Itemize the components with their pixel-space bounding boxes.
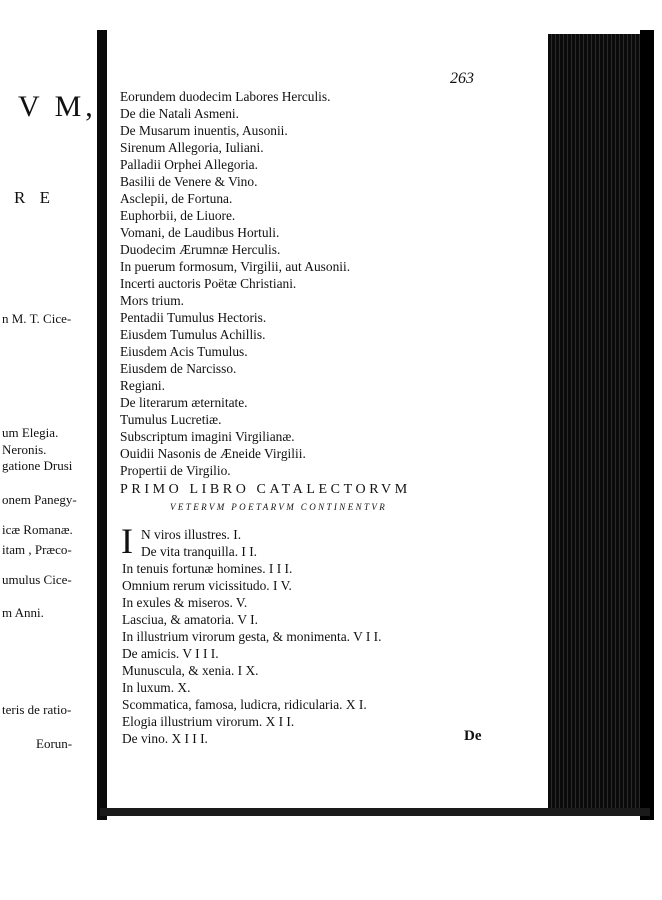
- contents-item: De vino. X I I I.: [122, 731, 208, 746]
- list-item: Ouidii Nasonis de Æneide Virgilii.: [120, 446, 306, 461]
- list-item: Vomani, de Laudibus Hortuli.: [120, 225, 280, 240]
- catchword: De: [464, 728, 482, 744]
- list-item: Pentadii Tumulus Hectoris.: [120, 310, 267, 325]
- left-page-catchword: Eorun-: [36, 736, 73, 751]
- page-shadow: [100, 808, 650, 816]
- book-spine: [97, 30, 107, 820]
- list-item: De die Natali Asmeni.: [120, 106, 239, 121]
- section-heading: PRIMO LIBRO CATALECTORVM: [120, 482, 411, 497]
- left-page-line: onem Panegy-: [2, 492, 77, 507]
- list-item: Eorundem duodecim Labores Herculis.: [120, 89, 331, 104]
- contents-item: In tenuis fortunæ homines. I I I.: [122, 561, 293, 576]
- left-page-line: Neronis.: [2, 442, 47, 457]
- list-item: Subscriptum imagini Virgilianæ.: [120, 429, 295, 444]
- contents-item: Elogia illustrium virorum. X I I.: [122, 714, 295, 729]
- list-item: Eiusdem Tumulus Achillis.: [120, 327, 266, 342]
- list-item: Incerti auctoris Poëtæ Christiani.: [120, 276, 297, 291]
- contents-item: Scommatica, famosa, ludicra, ridicularia. X I.: [122, 697, 367, 712]
- contents-item: Munuscula, & xenia. I X.: [122, 663, 259, 678]
- left-page-line: gatione Drusi: [2, 458, 73, 473]
- left-page-line: icæ Romanæ.: [2, 522, 73, 537]
- list-item: Duodecim Ærumnæ Herculis.: [120, 242, 281, 257]
- book-cover-edge: [640, 30, 654, 820]
- list-item: Mors trium.: [120, 293, 184, 308]
- left-page-line: um Elegia.: [2, 425, 59, 440]
- contents-item: Lasciua, & amatoria. V I.: [122, 612, 258, 627]
- left-page-line: V M,: [18, 90, 97, 123]
- list-item: Asclepii, de Fortuna.: [120, 191, 233, 206]
- list-item: Propertii de Virgilio.: [120, 463, 231, 478]
- list-item: Basilii de Venere & Vino.: [120, 174, 258, 189]
- contents-item: In luxum. X.: [122, 680, 191, 695]
- left-page-line: R E: [14, 188, 55, 207]
- left-page-line: itam , Præco-: [2, 542, 72, 557]
- list-item: De Musarum inuentis, Ausonii.: [120, 123, 288, 138]
- list-item: Sirenum Allegoria, Iuliani.: [120, 140, 264, 155]
- left-page-line: n M. T. Cice-: [2, 311, 72, 326]
- contents-item: In illustrium virorum gesta, & monimenta. V I I.: [122, 629, 382, 644]
- list-item: Palladii Orphei Allegoria.: [120, 157, 258, 172]
- drop-cap: I: [121, 521, 133, 561]
- left-page-line: teris de ratio-: [2, 702, 72, 717]
- fore-edge: [548, 34, 646, 814]
- contents-item: De vita tranquilla. I I.: [141, 544, 258, 559]
- left-page-line: umulus Cice-: [2, 572, 72, 587]
- contents-item: De amicis. V I I I.: [122, 646, 219, 661]
- list-item: Tumulus Lucretiæ.: [120, 412, 222, 427]
- left-page: [0, 40, 100, 820]
- contents-item: N viros illustres. I.: [141, 527, 242, 542]
- list-item: In puerum formosum, Virgilii, aut Ausonii.: [120, 259, 351, 274]
- list-item: Eiusdem Acis Tumulus.: [120, 344, 248, 359]
- contents-item: Omnium rerum vicissitudo. I V.: [122, 578, 292, 593]
- page-number: 263: [450, 70, 474, 87]
- list-item: De literarum æternitate.: [120, 395, 248, 410]
- section-subheading: VETERVM POETARVM CONTINENTVR: [170, 502, 388, 512]
- right-page: [108, 36, 548, 814]
- list-item: Euphorbii, de Liuore.: [120, 208, 236, 223]
- list-item: Regiani.: [120, 378, 165, 393]
- contents-item: In exules & miseros. V.: [122, 595, 248, 610]
- left-page-line: m Anni.: [2, 605, 44, 620]
- list-item: Eiusdem de Narcisso.: [120, 361, 237, 376]
